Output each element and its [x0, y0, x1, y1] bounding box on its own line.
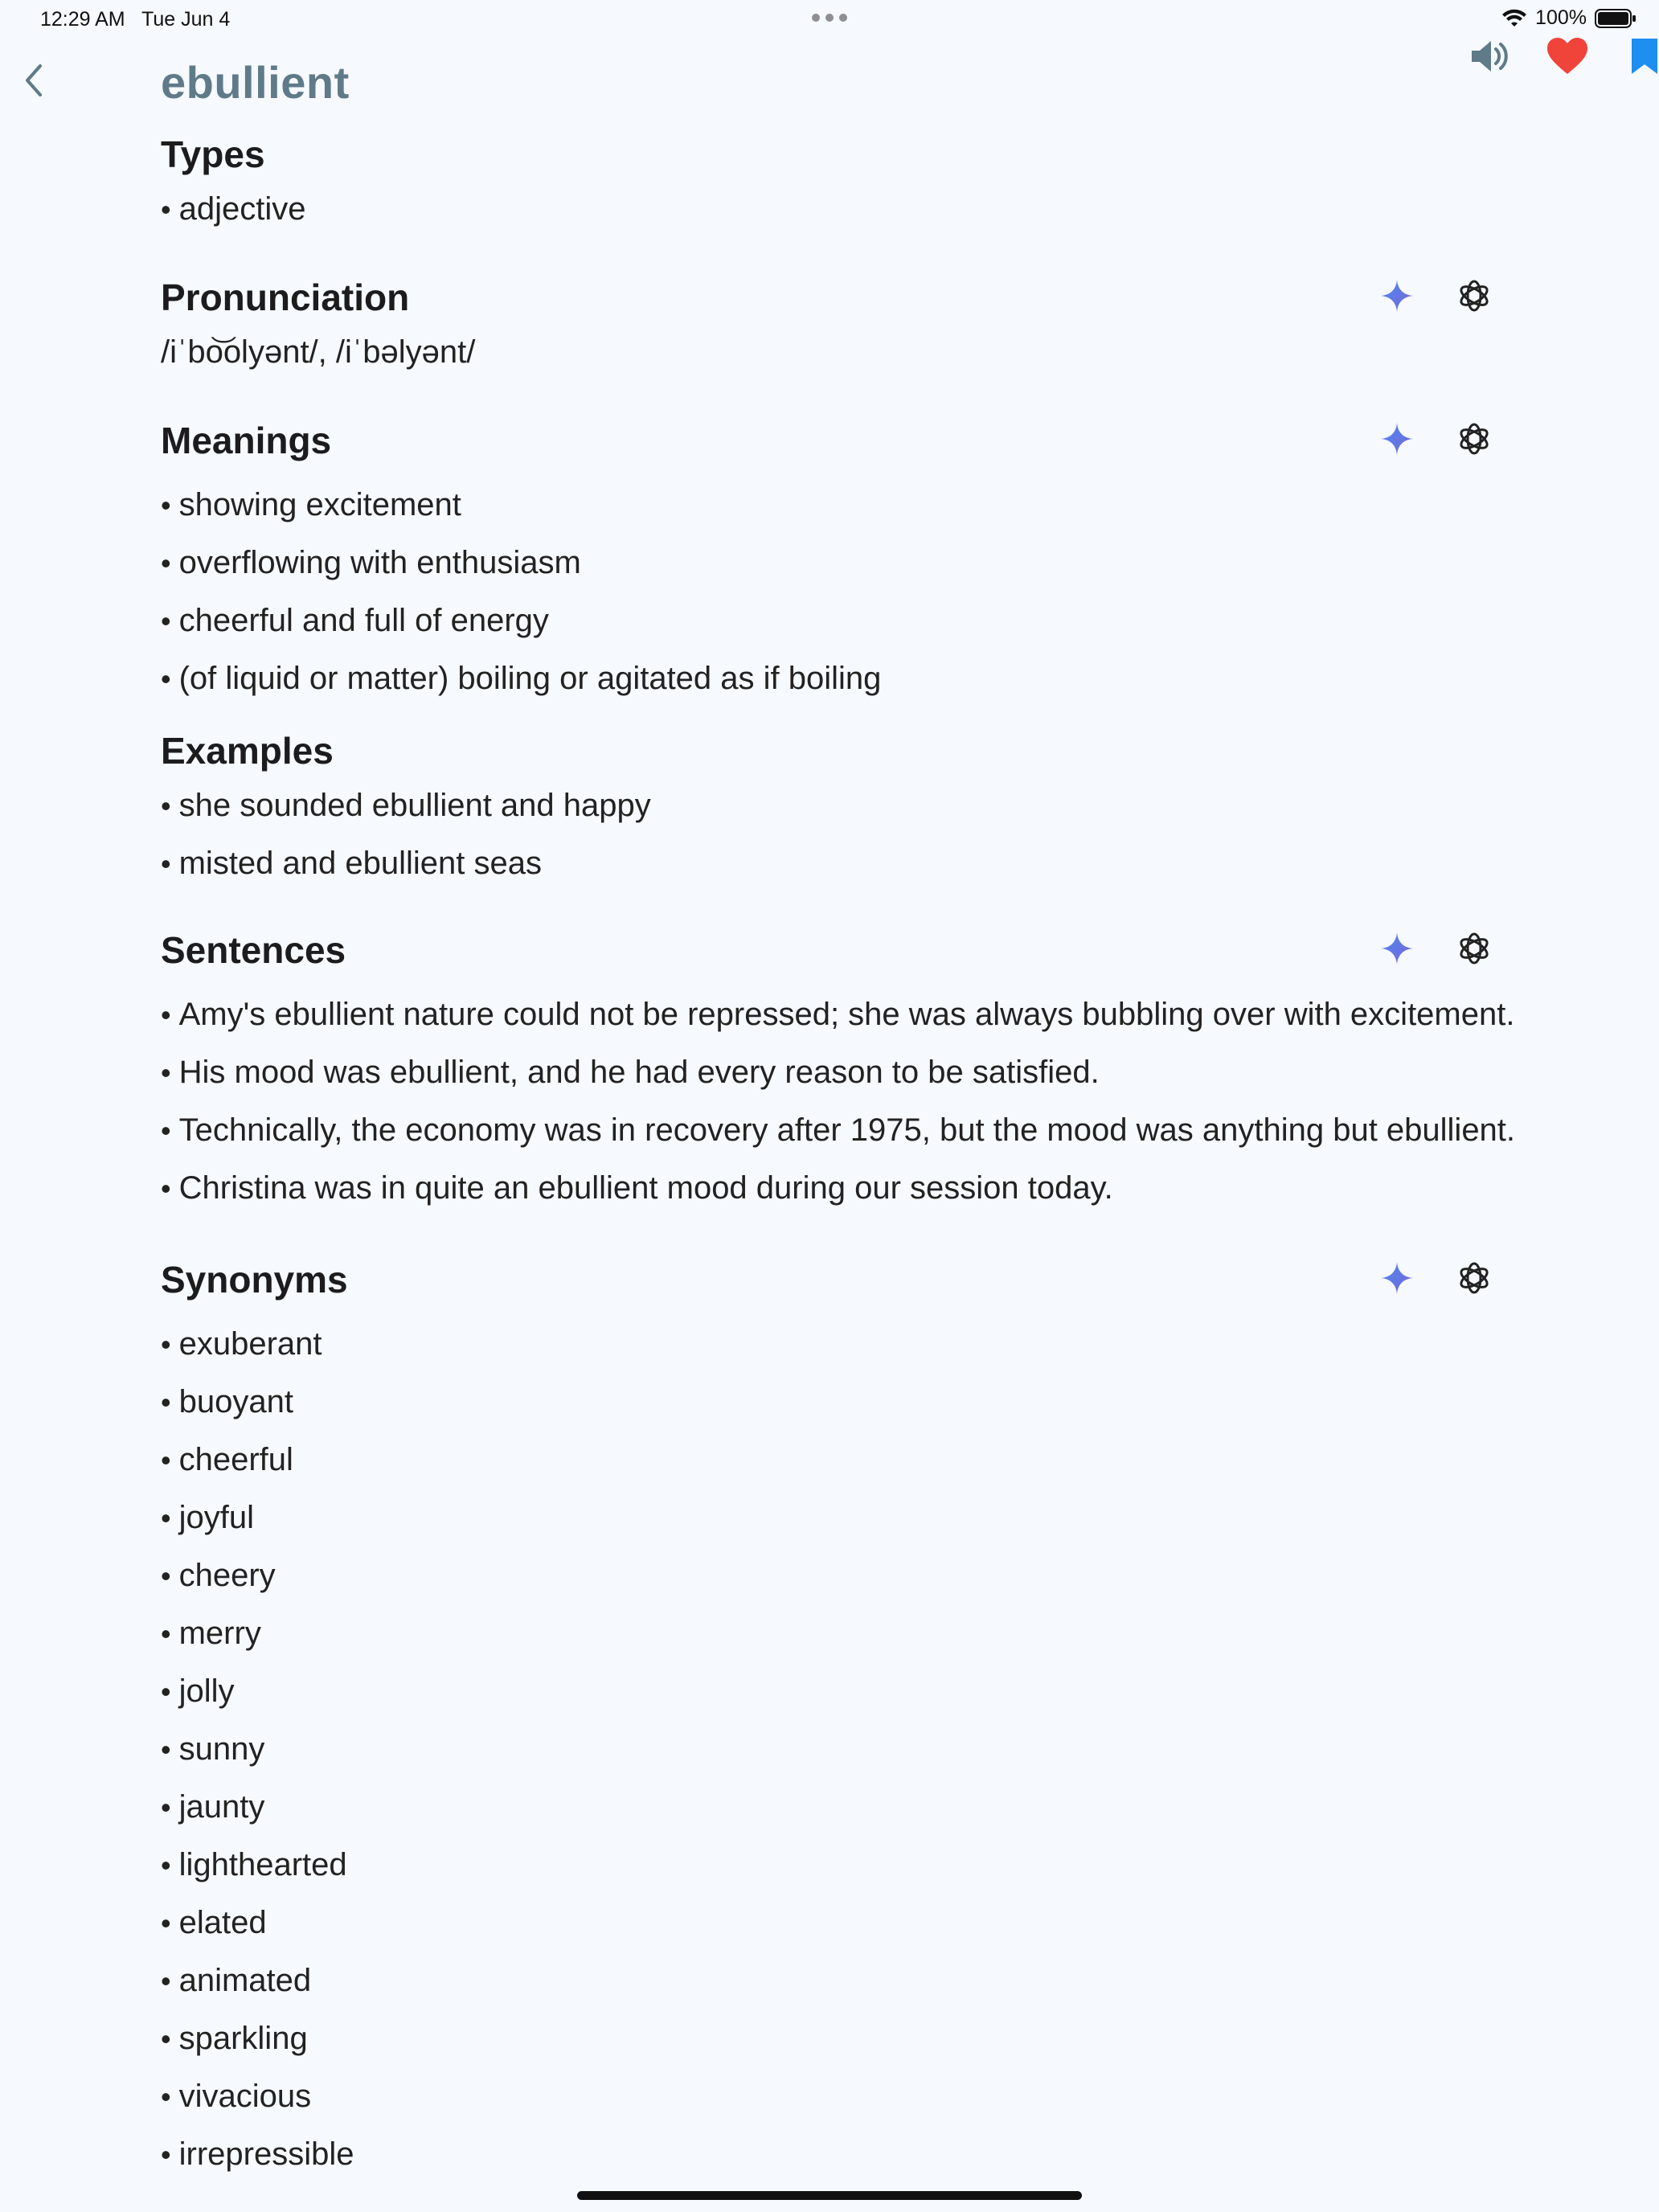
types-list [161, 180, 1511, 238]
gemini-button[interactable] [1374, 418, 1419, 463]
openai-button[interactable] [1452, 275, 1497, 320]
speak-button[interactable] [1466, 34, 1514, 82]
status-time: 12:29 AM [40, 8, 125, 31]
list-item: • irrepressible [161, 2125, 1511, 2183]
bookmark-icon [1630, 37, 1659, 80]
ai-buttons [1374, 928, 1497, 973]
section-title-pronunciation: Pronunciation [161, 276, 410, 318]
list-item: • overflowing with enthusiasm [161, 534, 1511, 592]
battery-icon [1595, 8, 1636, 29]
speaker-icon [1469, 38, 1512, 79]
gemini-button[interactable] [1374, 928, 1419, 973]
chevron-left-icon [23, 63, 45, 102]
list-item: • animated [161, 1952, 1511, 2009]
list-item: • Amy's ebullient nature could not be repressed; she was always bubbling over with excitement. [161, 985, 1511, 1043]
openai-icon [1456, 931, 1492, 970]
bookmark-button[interactable] [1620, 34, 1659, 82]
list-item: • vivacious [161, 2067, 1511, 2125]
section-title-synonyms: Synonyms [161, 1259, 348, 1301]
list-item: • cheerful [161, 1431, 1511, 1489]
gemini-button[interactable] [1374, 275, 1419, 320]
ai-buttons [1374, 275, 1497, 320]
meanings-list [161, 476, 1511, 707]
list-item: • misted and ebullient seas [161, 834, 1511, 892]
section-title-examples: Examples [161, 730, 334, 772]
list-item: • jolly [161, 1662, 1511, 1720]
list-item: • lighthearted [161, 1836, 1511, 1894]
list-item: • Christina was in quite an ebullient mood during our session today. [161, 1159, 1511, 1217]
list-item: • cheerful and full of energy [161, 592, 1511, 649]
sentences-section [161, 924, 1516, 1217]
list-item: • showing excitement [161, 476, 1511, 534]
meanings-section [161, 415, 1511, 707]
multitasking-dots-icon[interactable] [812, 13, 847, 23]
list-item: • adjective [161, 180, 1511, 238]
list-item: • His mood was ebullient, and he had every reason to be satisfied. [161, 1043, 1511, 1101]
examples-list [161, 776, 1511, 892]
sentences-list [161, 985, 1516, 1217]
list-item: • exuberant [161, 1315, 1511, 1373]
openai-button[interactable] [1452, 1257, 1497, 1302]
openai-button[interactable] [1452, 928, 1497, 973]
list-item: • buoyant [161, 1373, 1511, 1431]
word-details [161, 129, 1516, 2183]
examples-section [161, 725, 1511, 892]
favorite-button[interactable] [1543, 34, 1591, 82]
word-title: ebullient [161, 57, 350, 108]
pronunciation-text: /iˈbo͝olyənt/, /iˈbəlyənt/ [161, 334, 476, 370]
status-right [1501, 6, 1636, 30]
list-item: • she sounded ebullient and happy [161, 776, 1511, 834]
wifi-icon [1501, 9, 1527, 28]
section-title-meanings: Meanings [161, 420, 332, 461]
list-item: • (of liquid or matter) boiling or agitated as if boiling [161, 649, 1511, 707]
header [0, 48, 1659, 121]
home-indicator[interactable] [577, 2191, 1082, 2200]
gemini-button[interactable] [1374, 1257, 1419, 1302]
types-section [161, 129, 1511, 238]
list-item: • Technically, the economy was in recovery after 1975, but the mood was anything but ebullient. [161, 1101, 1511, 1159]
list-item: • joyful [161, 1489, 1511, 1546]
status-bar [0, 0, 1659, 39]
list-item: • elated [161, 1894, 1511, 1952]
gemini-sparkle-icon [1379, 421, 1415, 461]
battery-percent: 100% [1535, 6, 1587, 29]
list-item: • merry [161, 1604, 1511, 1662]
synonyms-section [161, 1254, 1511, 2183]
list-item: • sunny [161, 1720, 1511, 1778]
ai-buttons [1374, 1257, 1497, 1302]
openai-button[interactable] [1452, 418, 1497, 463]
ai-buttons [1374, 418, 1497, 463]
openai-icon [1456, 278, 1492, 317]
openai-icon [1456, 421, 1492, 461]
list-item: • jaunty [161, 1778, 1511, 1836]
heart-icon [1546, 37, 1589, 80]
section-title-types: Types [161, 133, 265, 175]
gemini-sparkle-icon [1379, 931, 1415, 970]
back-button[interactable] [14, 63, 53, 101]
synonyms-list [161, 1315, 1511, 2183]
section-title-sentences: Sentences [161, 929, 346, 971]
pronunciation-section [161, 272, 1511, 381]
openai-icon [1456, 1260, 1492, 1300]
list-item: • cheery [161, 1546, 1511, 1604]
gemini-sparkle-icon [1379, 1260, 1415, 1300]
gemini-sparkle-icon [1379, 278, 1415, 317]
status-date: Tue Jun 4 [141, 8, 231, 31]
list-item: • sparkling [161, 2009, 1511, 2067]
